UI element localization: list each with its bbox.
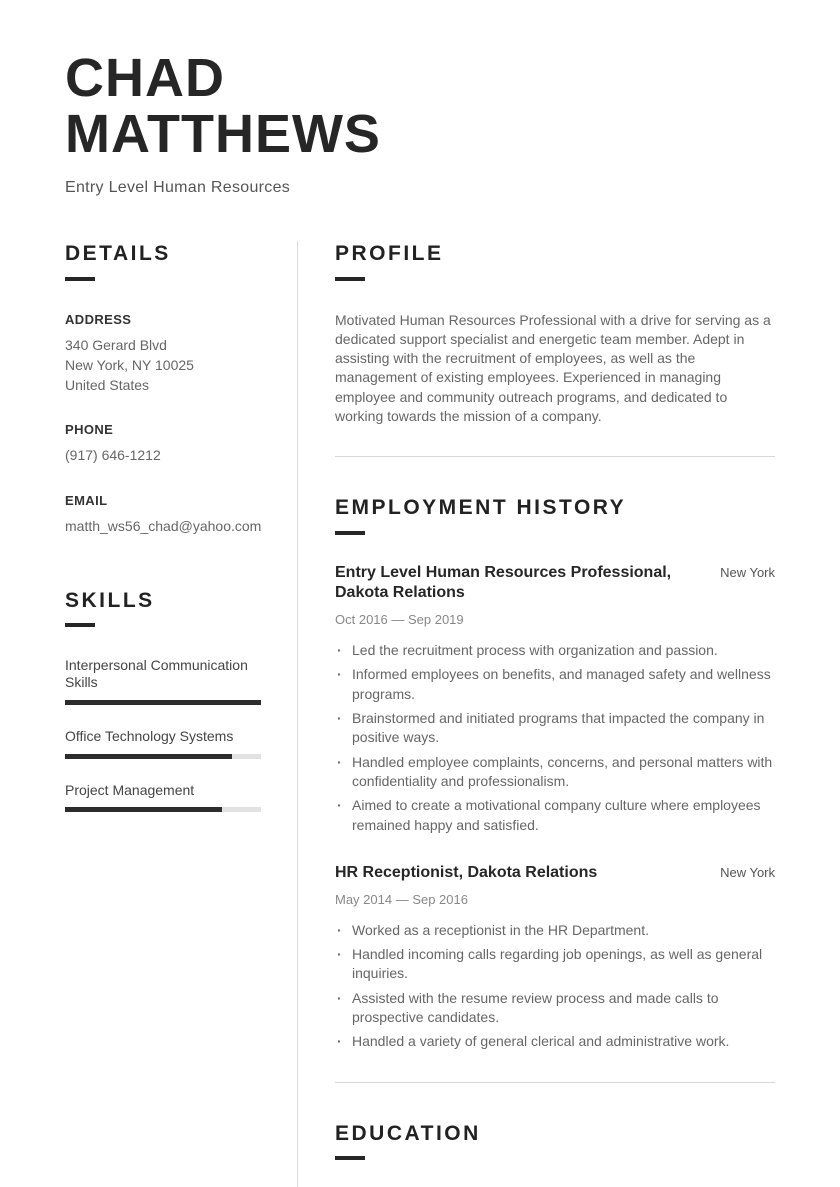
job-entry [335,563,775,835]
address-line-3: United States [65,377,150,394]
job-bullet-list [335,921,775,1052]
job-bullet: · Handled a variety of general clerical and administrative work. [335,1032,775,1051]
skills-heading: SKILLS [65,588,155,612]
phone-group [65,422,261,465]
main-column [298,241,775,1187]
section-divider [335,456,775,457]
job-dates: Oct 2016 — Sep 2019 [335,612,464,628]
job-bullet: · Assisted with the resume review process and made calls to prospective candidates. [335,989,775,1028]
name-line-1: CHAD [65,48,225,108]
resume-header [0,0,840,197]
skill-label: Project Management [65,781,195,798]
employment-heading: EMPLOYMENT HISTORY [335,496,627,520]
profile-heading: PROFILE [335,242,444,266]
resume-body [65,241,775,1187]
job-title: Entry Level Human Resources Professional, Dakota Relations [335,563,672,602]
job-location: New York [720,564,775,580]
employment-section [335,495,775,1051]
skill-label: Interpersonal Communication Skills [65,657,248,690]
skills-section [65,588,261,812]
skill-bar-fill [65,754,232,759]
email-label: EMAIL [65,492,108,508]
job-bullet: · Worked as a receptionist in the HR Department. [335,921,775,940]
candidate-name [65,48,775,165]
skill-label: Office Technology Systems [65,727,234,744]
job-header [335,863,775,884]
profile-section [335,241,775,426]
skill-bar-track [65,807,261,812]
job-bullet-list [335,641,775,835]
details-section [65,241,261,536]
education-heading: EDUCATION [335,1121,481,1145]
skill-item [65,782,261,813]
skill-item [65,657,261,705]
address-line-1: 340 Gerard Blvd [65,336,167,353]
sidebar [65,241,298,1187]
job-header [335,563,775,605]
profile-heading-underline [335,277,365,281]
details-heading-underline [65,277,95,281]
skill-bar-track [65,754,261,759]
education-heading-underline [335,1156,365,1160]
address-group [65,312,261,396]
address-line-2: New York, NY 10025 [65,356,194,373]
profile-text: Motivated Human Resources Professional with a drive for serving as a dedicated support specialist and energetic team member. Adept in assisting with the recruitment of employees, as well as the management of existing employees. Experienced in managing employee and community outreach programs, and dedicated to working towards the mission of a company. [335,311,771,425]
job-bullet: · Aimed to create a motivational company culture where employees remained happy and satisfied. [335,796,775,835]
job-bullet: · Brainstormed and initiated programs that impacted the company in positive ways. [335,709,775,748]
job-dates: May 2014 — Sep 2016 [335,891,468,907]
skill-bar-fill [65,700,261,705]
job-bullet: · Informed employees on benefits, and managed safety and wellness programs. [335,665,775,704]
skill-bar-track [65,700,261,705]
job-entry [335,863,775,1052]
employment-heading-underline [335,531,365,535]
section-divider [335,1082,775,1083]
address-label: ADDRESS [65,311,132,327]
education-section [335,1121,775,1160]
email-value: matth_ws56_chad@yahoo.com [65,517,262,534]
job-location: New York [720,864,775,880]
skills-heading-underline [65,623,95,627]
phone-label: PHONE [65,422,114,438]
job-bullet: · Led the recruitment process with organization and passion. [335,641,775,660]
name-line-2: MATTHEWS [65,104,381,165]
skill-bar-fill [65,807,222,812]
phone-value: (917) 646-1212 [65,447,161,464]
job-bullet: · Handled employee complaints, concerns, and personal matters with confidentiality and professionalism. [335,753,775,792]
details-heading: DETAILS [65,242,171,266]
job-bullet: · Handled incoming calls regarding job openings, as well as general inquiries. [335,945,775,984]
candidate-job-title: Entry Level Human Resources [65,179,291,197]
skill-item [65,728,261,759]
email-group [65,493,261,536]
job-title: HR Receptionist, Dakota Relations [335,863,598,881]
